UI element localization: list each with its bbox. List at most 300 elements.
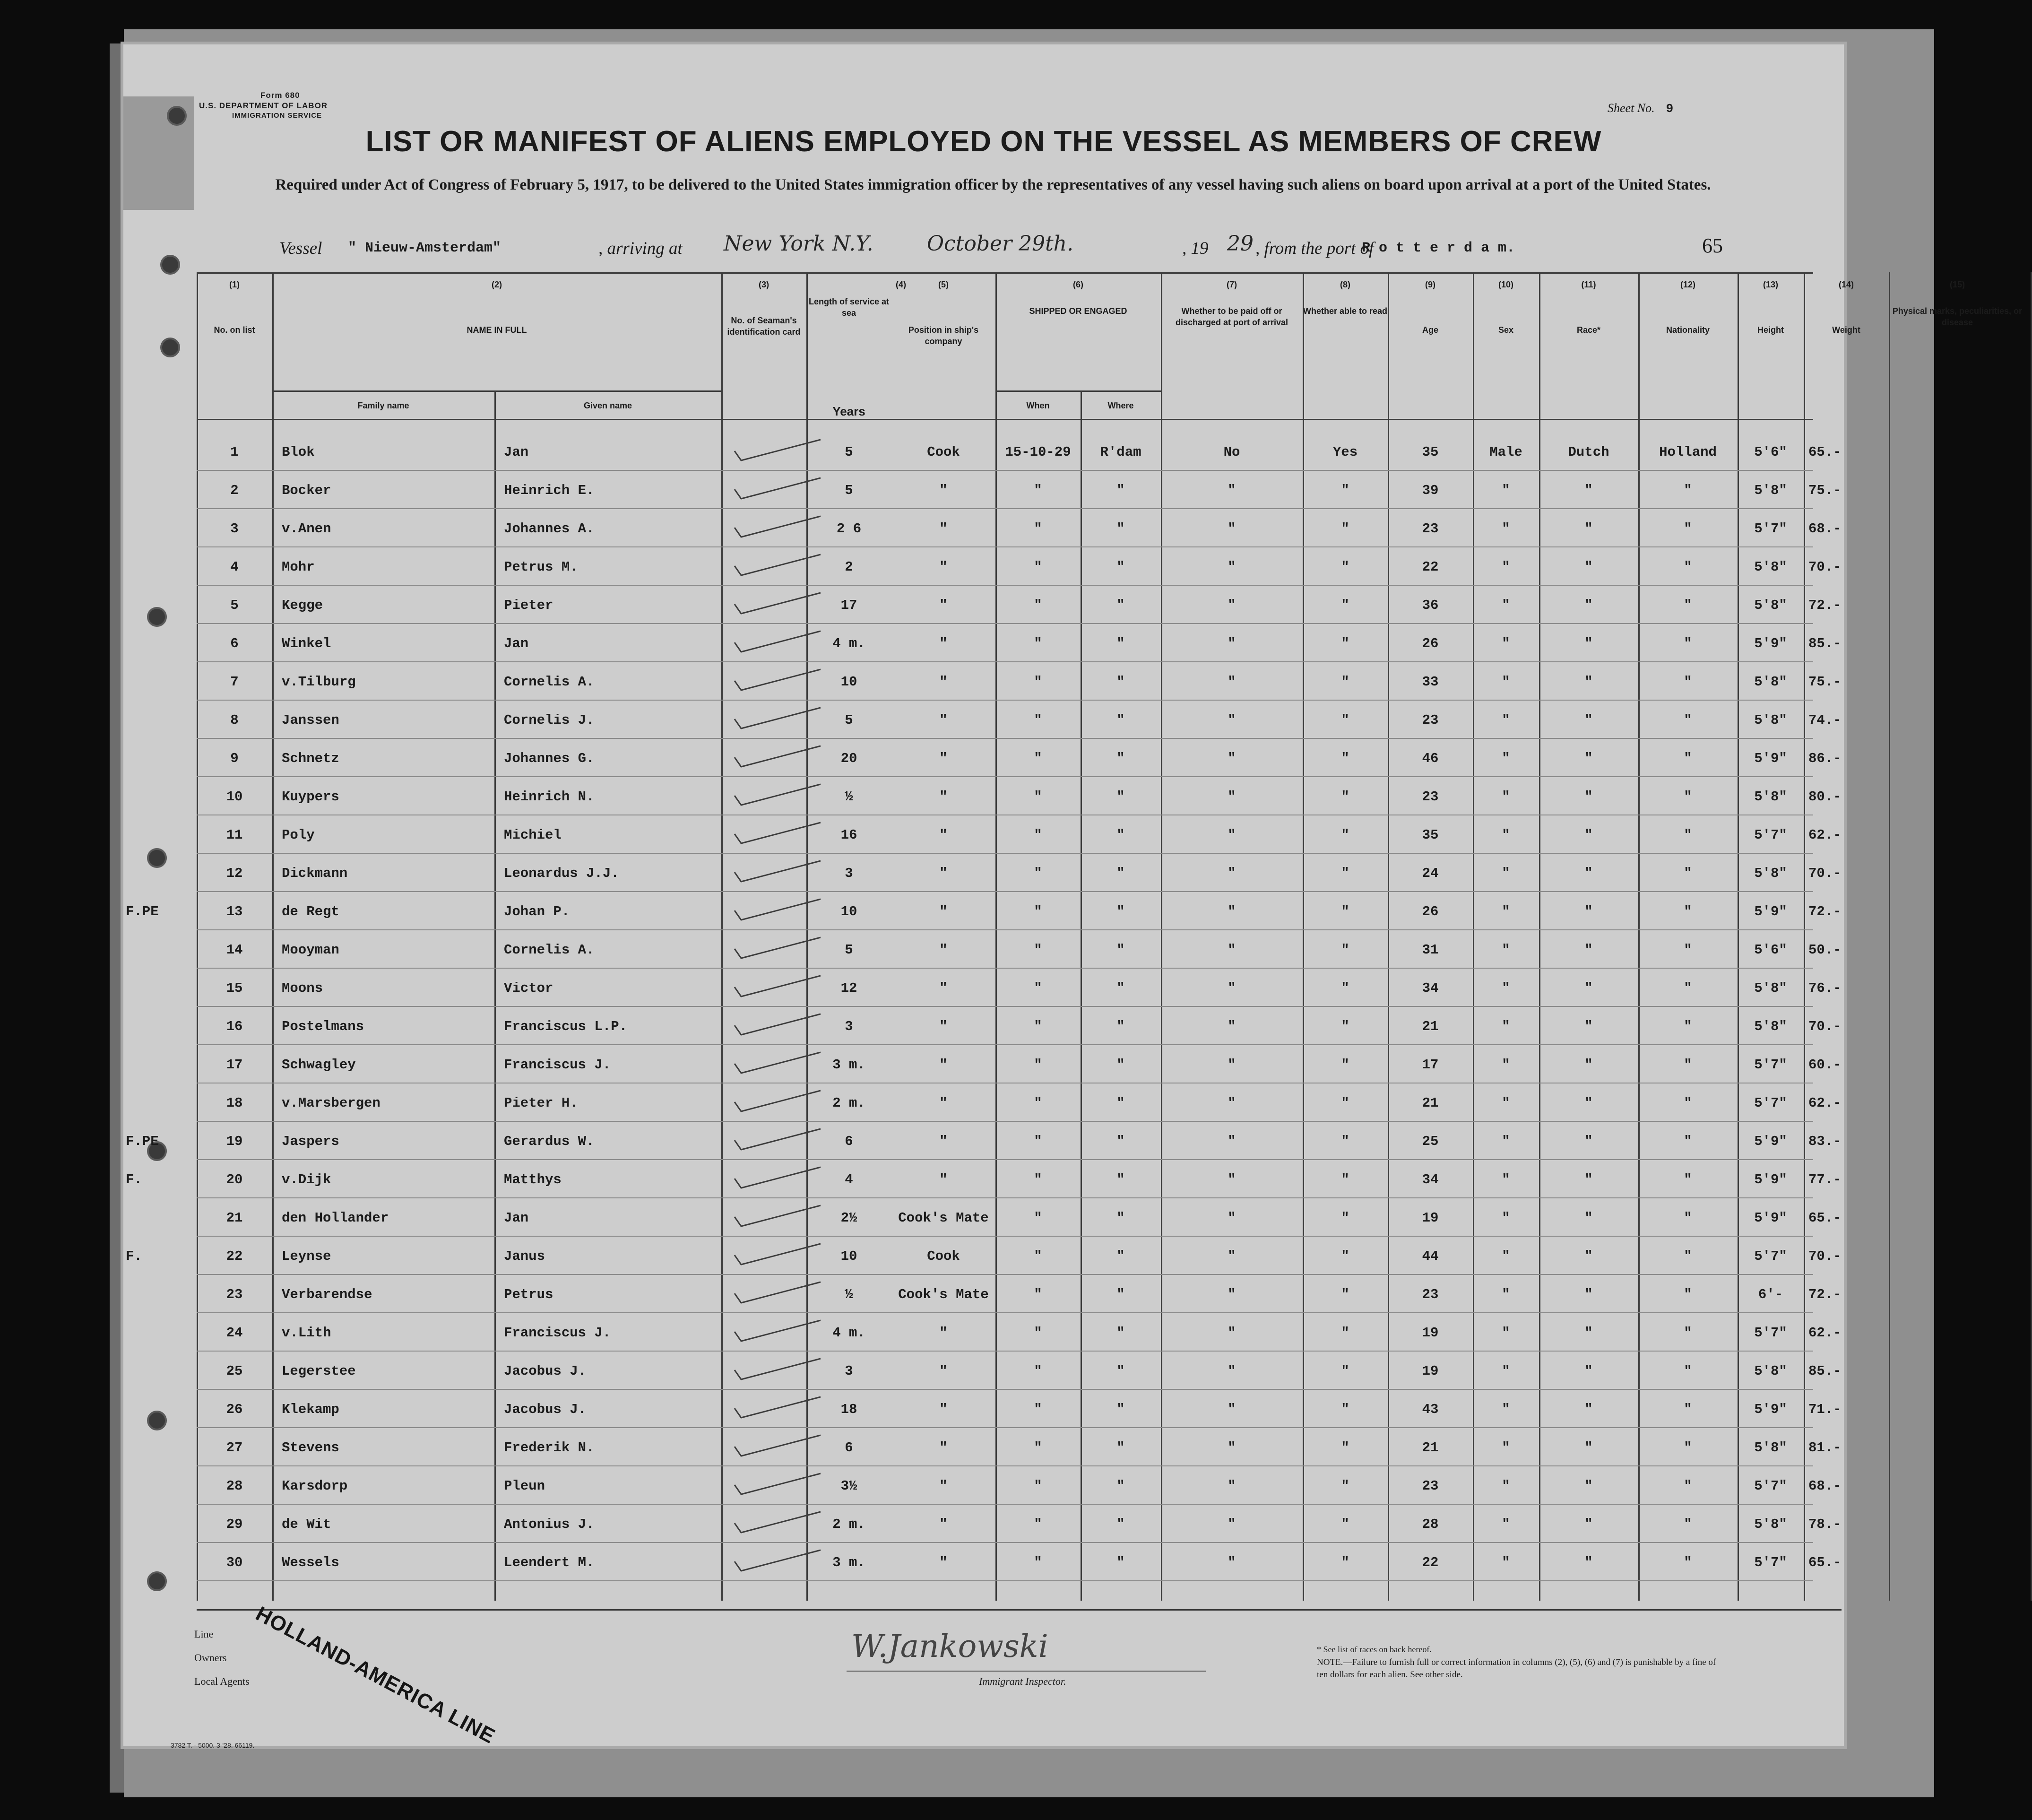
cell-nat: " [1684, 789, 1692, 805]
checkmark-icon [731, 1317, 825, 1346]
cell-position: Cook's Mate [898, 1287, 989, 1302]
table-row [197, 1046, 1842, 1084]
cell-where: " [1116, 1555, 1125, 1570]
cell-service: 10 [840, 904, 857, 919]
cell-no: 18 [226, 1095, 243, 1111]
cell-sex: " [1502, 751, 1510, 766]
cell-race: " [1584, 1325, 1593, 1341]
cell-race: " [1584, 1057, 1593, 1073]
cell-read: " [1341, 1057, 1349, 1073]
cell-where: " [1116, 942, 1125, 958]
cell-given: Gerardus W. [504, 1134, 595, 1149]
cell-family: v.Dijk [282, 1172, 331, 1187]
cell-race: " [1584, 904, 1593, 919]
cell-age: 36 [1422, 598, 1439, 613]
header-family-name: Family name [357, 401, 409, 410]
cell-paid: " [1228, 789, 1236, 805]
cell-weight: 85.- [1808, 636, 1842, 651]
cell-read: " [1341, 866, 1349, 881]
cell-when: 15-10-29 [1005, 444, 1071, 460]
table-row [197, 1543, 1842, 1582]
cell-no: 14 [226, 942, 243, 958]
header-paid-off: Whether to be paid off or discharged at port of arrival [1175, 306, 1288, 327]
cell-family: Janssen [282, 712, 339, 728]
cell-given: Victor [504, 980, 553, 996]
cell-age: 19 [1422, 1210, 1439, 1226]
cell-position: Cook's Mate [898, 1210, 989, 1226]
cell-weight: 62.- [1808, 827, 1842, 843]
cell-paid: " [1228, 942, 1236, 958]
cell-nat: " [1684, 942, 1692, 958]
checkmark-icon [731, 628, 825, 657]
table-row [197, 586, 1842, 624]
cell-where: " [1116, 1363, 1125, 1379]
cell-no: 12 [226, 866, 243, 881]
inspector-label: Immigrant Inspector. [979, 1675, 1066, 1687]
cell-height: 5'8" [1754, 598, 1787, 613]
checkmark-icon [731, 1471, 825, 1499]
cell-race: " [1584, 712, 1593, 728]
cell-given: Jan [504, 1210, 529, 1226]
cell-no: 8 [230, 712, 239, 728]
cell-height: 5'9" [1754, 1402, 1787, 1417]
cell-where: " [1116, 1402, 1125, 1417]
header-id-card: No. of Seaman's identification card [727, 316, 801, 337]
cell-service: 6 [845, 1134, 853, 1149]
cell-height: 5'7" [1754, 1248, 1787, 1264]
checkmark-icon [731, 858, 825, 886]
cell-paid: " [1228, 1248, 1236, 1264]
page-title: LIST OR MANIFEST OF ALIENS EMPLOYED ON THE VESSEL AS MEMBERS OF CREW [365, 125, 1602, 158]
cell-age: 24 [1422, 866, 1439, 881]
table-row [197, 1467, 1842, 1505]
cell-position: " [939, 751, 948, 766]
cell-sex: " [1502, 712, 1510, 728]
cell-read: " [1341, 789, 1349, 805]
cell-when: " [1034, 1057, 1042, 1073]
header-marks: Physical marks, peculiarities, or disease [1892, 306, 2023, 327]
department: U.S. DEPARTMENT OF LABOR [199, 101, 328, 110]
cell-race: " [1584, 1095, 1593, 1111]
cell-age: 35 [1422, 827, 1439, 843]
cell-race: " [1584, 1402, 1593, 1417]
cell-nat: " [1684, 1325, 1692, 1341]
table-row [197, 931, 1842, 969]
cell-paid: " [1228, 1172, 1236, 1187]
cell-service: 2 m. [832, 1517, 865, 1532]
cell-given: Cornelis A. [504, 942, 595, 958]
cell-read: Yes [1332, 444, 1358, 460]
cell-sex: " [1502, 827, 1510, 843]
cell-where: " [1116, 1134, 1125, 1149]
cell-read: " [1341, 1440, 1349, 1456]
cell-no: 17 [226, 1057, 243, 1073]
cell-age: 21 [1422, 1019, 1439, 1034]
cell-read: " [1341, 712, 1349, 728]
cell-age: 22 [1422, 1555, 1439, 1570]
cell-height: 5'8" [1754, 1440, 1787, 1456]
form-number: Form 680 [260, 91, 300, 100]
checkmark-icon [731, 1203, 825, 1231]
cell-height: 5'7" [1754, 827, 1787, 843]
cell-family: Legerstee [282, 1363, 356, 1379]
cell-read: " [1341, 1517, 1349, 1532]
cell-position: " [939, 1019, 948, 1034]
cell-sex: " [1502, 559, 1510, 575]
cell-service: ½ [845, 789, 853, 805]
footer-line-label: Line [194, 1628, 214, 1640]
cell-given: Jan [504, 444, 529, 460]
cell-nat: " [1684, 559, 1692, 575]
cell-family: Moons [282, 980, 323, 996]
cell-no: 26 [226, 1402, 243, 1417]
cell-service: 2½ [840, 1210, 857, 1226]
footer-agents-label: Local Agents [194, 1675, 250, 1687]
cell-when: " [1034, 1095, 1042, 1111]
manifest-sheet [121, 42, 2023, 1749]
cell-paid: " [1228, 866, 1236, 881]
cell-given: Jacobus J. [504, 1402, 587, 1417]
cell-nat: " [1684, 751, 1692, 766]
cell-when: " [1034, 1134, 1042, 1149]
cell-position: " [939, 827, 948, 843]
checkmark-icon [731, 896, 825, 925]
cell-service: 6 [845, 1440, 853, 1456]
cell-given: Frederik N. [504, 1440, 595, 1456]
cell-age: 19 [1422, 1325, 1439, 1341]
cell-paid: " [1228, 980, 1236, 996]
cell-paid: " [1228, 1287, 1236, 1302]
cell-where: " [1116, 1440, 1125, 1456]
cell-family: Bocker [282, 483, 331, 498]
binder-hole-icon [147, 848, 167, 868]
cell-race: " [1584, 866, 1593, 881]
cell-paid: " [1228, 1019, 1236, 1034]
cell-sex: " [1502, 636, 1510, 651]
cell-service: 2 6 [836, 521, 862, 537]
table-row [197, 1314, 1842, 1352]
cell-read: " [1341, 980, 1349, 996]
header-race: Race* [1576, 325, 1601, 335]
cell-family: v.Lith [282, 1325, 331, 1341]
cell-given: Cornelis A. [504, 674, 595, 690]
cell-given: Heinrich E. [504, 483, 595, 498]
cell-paid: " [1228, 751, 1236, 766]
cell-family: den Hollander [282, 1210, 389, 1226]
cell-nat: " [1684, 827, 1692, 843]
header-weight: Weight [1832, 325, 1860, 335]
cell-race: " [1584, 1248, 1593, 1264]
cell-service: 20 [840, 751, 857, 766]
cell-paid: " [1228, 521, 1236, 537]
checkmark-icon [731, 1088, 825, 1116]
cell-read: " [1341, 1172, 1349, 1187]
cell-read: " [1341, 827, 1349, 843]
cell-height: 5'9" [1754, 1172, 1787, 1187]
cell-no: 4 [230, 559, 239, 575]
cell-position: " [939, 866, 948, 881]
cell-sex: " [1502, 1440, 1510, 1456]
cell-when: " [1034, 636, 1042, 651]
cell-paid: " [1228, 1095, 1236, 1111]
cell-when: " [1034, 1172, 1042, 1187]
cell-height: 5'8" [1754, 559, 1787, 575]
cell-where: " [1116, 904, 1125, 919]
cell-sex: " [1502, 1555, 1510, 1570]
cell-sex: " [1502, 1057, 1510, 1073]
cell-age: 19 [1422, 1363, 1439, 1379]
cell-paid: " [1228, 1402, 1236, 1417]
header-age: Age [1422, 325, 1438, 335]
cell-race: " [1584, 980, 1593, 996]
header-where: Where [1107, 401, 1134, 410]
cell-given: Johannes A. [504, 521, 595, 537]
cell-where: " [1116, 751, 1125, 766]
cell-sex: " [1502, 942, 1510, 958]
checkmark-icon [731, 1432, 825, 1461]
cell-where: R'dam [1100, 444, 1141, 460]
cell-race: " [1584, 751, 1593, 766]
cell-service: 5 [845, 712, 853, 728]
cell-read: " [1341, 1287, 1349, 1302]
checkmark-icon [731, 1049, 825, 1078]
cell-height: 5'9" [1754, 1134, 1787, 1149]
cell-given: Cornelis J. [504, 712, 595, 728]
checkmark-icon [731, 705, 825, 733]
cell-sex: " [1502, 1134, 1510, 1149]
cell-no: 6 [230, 636, 239, 651]
cell-sex: " [1502, 1095, 1510, 1111]
cell-nat: " [1684, 980, 1692, 996]
cell-no: 21 [226, 1210, 243, 1226]
cell-age: 26 [1422, 904, 1439, 919]
cell-height: 6'- [1758, 1287, 1783, 1302]
cell-when: " [1034, 751, 1042, 766]
cell-no: 10 [226, 789, 243, 805]
cell-height: 5'8" [1754, 789, 1787, 805]
cell-position: " [939, 559, 948, 575]
cell-height: 5'7" [1754, 1095, 1787, 1111]
cell-family: Stevens [282, 1440, 339, 1456]
cell-when: " [1034, 1555, 1042, 1570]
cell-weight: 74.- [1808, 712, 1842, 728]
cell-service: ½ [845, 1287, 853, 1302]
cell-paid: " [1228, 1517, 1236, 1532]
cell-family: v.Marsbergen [282, 1095, 380, 1111]
arrival-port: New York N.Y. [724, 232, 873, 256]
cell-height: 5'8" [1754, 674, 1787, 690]
cell-when: " [1034, 789, 1042, 805]
cell-age: 25 [1422, 1134, 1439, 1149]
cell-race: " [1584, 483, 1593, 498]
cell-weight: 65.- [1808, 1555, 1842, 1570]
cell-weight: 72.- [1808, 904, 1842, 919]
cell-service: 3½ [840, 1478, 857, 1494]
cell-sex: " [1502, 598, 1510, 613]
cell-weight: 83.- [1808, 1134, 1842, 1149]
cell-read: " [1341, 1134, 1349, 1149]
cell-height: 5'8" [1754, 1019, 1787, 1034]
cell-height: 5'8" [1754, 1517, 1787, 1532]
cell-read: " [1341, 1019, 1349, 1034]
cell-weight: 68.- [1808, 1478, 1842, 1494]
cell-sex: " [1502, 1517, 1510, 1532]
cell-nat: " [1684, 1095, 1692, 1111]
cell-paid: " [1228, 1440, 1236, 1456]
cell-weight: 70.- [1808, 866, 1842, 881]
cell-no: 25 [226, 1363, 243, 1379]
cell-where: " [1116, 866, 1125, 881]
cell-nat: " [1684, 1402, 1692, 1417]
cell-position: Cook [927, 444, 960, 460]
cell-age: 34 [1422, 980, 1439, 996]
cell-race: " [1584, 1363, 1593, 1379]
cell-when: " [1034, 904, 1042, 919]
cell-age: 34 [1422, 1172, 1439, 1187]
table-row [197, 969, 1842, 1007]
cell-when: " [1034, 559, 1042, 575]
checkmark-icon [731, 1394, 825, 1422]
cell-family: Karsdorp [282, 1478, 348, 1494]
cell-race: " [1584, 942, 1593, 958]
cell-family: Verbarendse [282, 1287, 372, 1302]
binder-hole-icon [147, 607, 167, 627]
crew-table: (1) No. on list (2) NAME IN FULL Family name Given name (3) No. of Seaman's identification card (4) Length of service at sea Years (5) Position in ship's company (6) SHIPPED OR ENGAGED When Where (7) Whether to be paid off or discharged at port of arrival (8) Whether able to read (9) Age (10) Sex (11) Race* (12) Nationality (13) Height (14) Weight (15) Physical marks, peculiarities, or disease 1 Blok Jan 5 Cook 15-10-29 R'dam No Yes 35 Male Dutch Holland 5'6" 65.- 2 Bocker Heinrich E. 5 " " " " " 39 " " " 5'8" 75.- 3 v.Anen Johannes A. 2 6 " " " " " 23 " " " 5'7" 68.- 4 Mohr Petrus M. 2 " " " " " 22 " " " 5'8" 70.- 5 Kegge Pieter 17 " " " " " 36 " " " 5'8" 72.- 6 Winkel Jan 4 m. " " " " " 26 " " " 5'9" 85.- 7 v.Tilburg Cornelis A. 10 " " " " " 33 " " " 5'8" 75.- 8 Janssen Cornelis J. 5 " " " " " 23 " " " 5'8" 74.- 9 Schnetz Johannes G. 20 " " " " " 46 " " " 5'9" 86.- 10 Kuypers Heinrich N. ½ " " " " " 23 " " " 5'8" 80.- 11 Poly Michiel 16 " " " " " 35 " " " 5'7" 62.- 12 Dickmann Leonardus J.J. 3 " " " " " 24 " " " 5'8" 70.- 13 de Regt Johan P. 10 " " " " " 26 " " " 5'9" 72.- F.PE 14 Mooyman Cornelis A. 5 " " " " " 31 " " " 5'6" 50.- 15 Moons Victor 12 " " " " " 34 " " " 5'8" 76.- 16 Postelmans Franciscus L.P. 3 " " " " " 21 " " " 5'8" 70.- 17 Schwagley Franciscus J. 3 m. " " " " " 17 " " " 5'7" 60.- 18 v.Marsbergen Pieter H. 2 m. " " " " " 21 " " " 5'7" 62.- 19 Jaspers Gerardus W. 6 " " " " " 25 " " " 5'9" 83.- F.PE 20 v.Dijk Matthys 4 " " " " " 34 " " " 5'9" 77.- F. 21 den Hollander Jan 2½ Cook's Mate " " " " 19 " " " 5'9" 65.- 22 Leynse Janus 10 Cook " " " " 44 " " " 5'7" 70.- F. 23 Verbarendse Petrus ½ Cook's Mate " " " " 23 " " " 6'- 72.- 24 v.Lith Franciscus J. 4 m. " " " " " 19 " " " 5'7" 62.- 25 Legerstee Jacobus J. 3 " " " " " 19 " " " 5'8" 85.- 26 Klekamp Jacobus J. 18 " " " " " 43 " " " 5'9" 71.- 27 Stevens Frederik N. 6 " " " " " 21 " " " 5'8" 81.- 28 Karsdorp Pleun 3½ " " " " " 23 " " " 5'7" 68.- 29 de Wit Antonius J. 2 m. " " " " " 28 " " " 5'8" 78.- 30 Wessels Leendert M. 3 m. " " " " " 22 " " " 5'7" 65.- [197, 272, 1842, 1601]
cell-height: 5'8" [1754, 712, 1787, 728]
cell-no: 27 [226, 1440, 243, 1456]
cell-service: 16 [840, 827, 857, 843]
cell-nat: " [1684, 521, 1692, 537]
cell-given: Antonius J. [504, 1517, 595, 1532]
cell-nat: " [1684, 1057, 1692, 1073]
cell-race: " [1584, 1134, 1593, 1149]
cell-family: Kuypers [282, 789, 339, 805]
cell-where: " [1116, 1478, 1125, 1494]
cell-service: 2 [845, 559, 853, 575]
cell-when: " [1034, 1478, 1042, 1494]
cell-no: 19 [226, 1134, 243, 1149]
cell-age: 21 [1422, 1095, 1439, 1111]
cell-service: 5 [845, 444, 853, 460]
cell-paid: " [1228, 483, 1236, 498]
cell-no: 2 [230, 483, 239, 498]
cell-nat: " [1684, 1210, 1692, 1226]
cell-weight: 68.- [1808, 521, 1842, 537]
cell-weight: 71.- [1808, 1402, 1842, 1417]
cell-weight: 72.- [1808, 598, 1842, 613]
cell-where: " [1116, 636, 1125, 651]
cell-family: Winkel [282, 636, 331, 651]
cell-sex: " [1502, 1325, 1510, 1341]
margin-note: F.PE [126, 904, 159, 919]
cell-sex: Male [1489, 444, 1522, 460]
cell-race: Dutch [1568, 444, 1609, 460]
cell-nat: " [1684, 1363, 1692, 1379]
cell-position: " [939, 483, 948, 498]
header-height: Height [1757, 325, 1784, 335]
cell-family: Mooyman [282, 942, 339, 958]
checkmark-icon [731, 1126, 825, 1154]
cell-race: " [1584, 598, 1593, 613]
table-row [197, 1275, 1842, 1314]
cell-paid: " [1228, 1363, 1236, 1379]
cell-nat: " [1684, 636, 1692, 651]
cell-nat: " [1684, 1440, 1692, 1456]
cell-age: 39 [1422, 483, 1439, 498]
cell-family: Schwagley [282, 1057, 356, 1073]
cell-height: 5'8" [1754, 866, 1787, 881]
cell-family: v.Anen [282, 521, 331, 537]
cell-read: " [1341, 1095, 1349, 1111]
cell-no: 9 [230, 751, 239, 766]
cell-paid: " [1228, 559, 1236, 575]
cell-read: " [1341, 1325, 1349, 1341]
cell-service: 3 m. [832, 1057, 865, 1073]
cell-position: " [939, 789, 948, 805]
table-row [197, 1007, 1842, 1046]
header-years: Years [832, 404, 865, 418]
cell-position: " [939, 1517, 948, 1532]
cell-service: 3 [845, 1363, 853, 1379]
cell-given: Petrus [504, 1287, 553, 1302]
cell-paid: " [1228, 1325, 1236, 1341]
cell-height: 5'9" [1754, 751, 1787, 766]
cell-where: " [1116, 559, 1125, 575]
table-row [197, 1199, 1842, 1237]
header-no-on-list: No. on list [214, 325, 255, 335]
cell-height: 5'8" [1754, 483, 1787, 498]
binder-hole-icon [147, 1411, 167, 1430]
cell-weight: 65.- [1808, 1210, 1842, 1226]
cell-height: 5'6" [1754, 942, 1787, 958]
cell-read: " [1341, 598, 1349, 613]
cell-service: 18 [840, 1402, 857, 1417]
cell-height: 5'6" [1754, 444, 1787, 460]
cell-paid: " [1228, 1210, 1236, 1226]
header-position: Position in ship's company [908, 325, 979, 346]
cell-no: 22 [226, 1248, 243, 1264]
cell-sex: " [1502, 1363, 1510, 1379]
cell-service: 4 [845, 1172, 853, 1187]
table-row [197, 778, 1842, 816]
table-row [126, 1161, 1842, 1199]
table-row [126, 1122, 1842, 1161]
cell-no: 20 [226, 1172, 243, 1187]
cell-sex: " [1502, 521, 1510, 537]
table-row [197, 854, 1842, 893]
margin-note: F. [126, 1248, 142, 1264]
table-row [197, 739, 1842, 778]
cell-given: Pieter [504, 598, 553, 613]
cell-family: v.Tilburg [282, 674, 356, 690]
cell-family: Mohr [282, 559, 315, 575]
cell-read: " [1341, 1478, 1349, 1494]
table-row [197, 624, 1842, 663]
header-name-in-full: NAME IN FULL [467, 325, 527, 335]
cell-no: 29 [226, 1517, 243, 1532]
cell-sex: " [1502, 1287, 1510, 1302]
cell-given: Janus [504, 1248, 545, 1264]
cell-age: 21 [1422, 1440, 1439, 1456]
checkmark-icon [731, 743, 825, 771]
cell-weight: 75.- [1808, 674, 1842, 690]
cell-age: 28 [1422, 1517, 1439, 1532]
checkmark-icon [731, 1356, 825, 1384]
cell-read: " [1341, 1363, 1349, 1379]
table-row [197, 1084, 1842, 1122]
cell-where: " [1116, 1019, 1125, 1034]
checkmark-icon [731, 1241, 825, 1269]
